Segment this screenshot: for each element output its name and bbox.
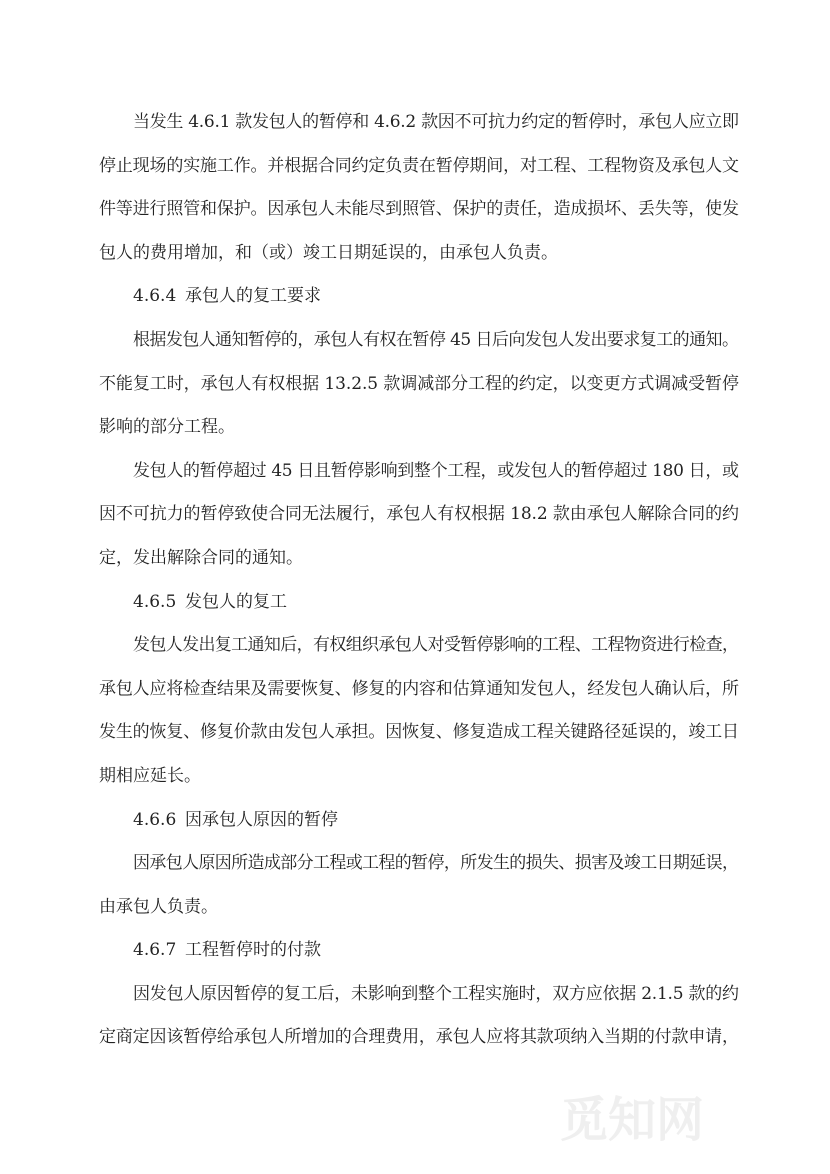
paragraph-line: 期相应延长。 [99,765,201,786]
paragraph-line: 定商定因该暂停给承包人所增加的合理费用，承包人应将其款项纳入当期的付款申请， [99,1027,739,1048]
section-number: 4.6.4 [133,286,177,307]
section-heading [99,275,739,319]
paragraph-line: 承包人应将检查结果及需要恢复、修复的内容和估算通知发包人，经发包人确认后，所 [99,678,739,699]
paragraph-line: 因承包人原因所造成部分工程或工程的暂停，所发生的损失、损害及竣工日期延误， [133,853,739,874]
section-title: 发包人的复工 [185,591,287,612]
section-number: 4.6.6 [133,809,177,830]
paragraph-line: 发包人的暂停超过 45 日且暂停影响到整个工程，或发包人的暂停超过 180 日，或 [133,460,739,481]
paragraph-line: 发生的恢复、修复价款由发包人承担。因恢复、修复造成工程关键路径延误的，竣工日 [99,722,739,743]
section-heading [99,929,739,973]
paragraph-line: 当发生 4.6.1 款发包人的暂停和 4.6.2 款因不可抗力约定的暂停时，承包人应立即 [133,112,739,132]
paragraph-line: 定，发出解除合同的通知。 [99,547,303,568]
section-number: 4.6.5 [133,591,177,612]
section-title: 工程暂停时的付款 [185,940,321,961]
paragraph-line: 包人的费用增加，和（或）竣工日期延误的，由承包人负责。 [99,242,558,263]
paragraph-line: 停止现场的实施工作。并根据合同约定负责在暂停期间，对工程、工程物资及承包人文 [99,155,739,176]
section-heading [99,581,739,625]
paragraph-line: 由承包人负责。 [99,896,218,917]
section-number: 4.6.7 [133,940,177,961]
section-heading [99,799,739,843]
paragraph-line: 根据发包人通知暂停的，承包人有权在暂停 45 日后向发包人发出要求复工的通知。 [133,329,739,350]
paragraph-line: 不能复工时，承包人有权根据 13.2.5 款调减部分工程的约定，以变更方式调减受暂停 [99,373,739,394]
section-title: 因承包人原因的暂停 [185,809,338,830]
document-body [99,101,739,1060]
paragraph-line: 因不可抗力的暂停致使合同无法履行，承包人有权根据 18.2 款由承包人解除合同的约 [99,504,739,525]
paragraph-line: 因发包人原因暂停的复工后，未影响到整个工程实施时，双方应依据 2.1.5 款的约 [133,983,739,1004]
section-title: 承包人的复工要求 [185,286,321,307]
paragraph-line: 影响的部分工程。 [99,417,235,438]
watermark: 觅知网 [560,1092,705,1148]
paragraph-line: 件等进行照管和保护。因承包人未能尽到照管、保护的责任，造成损坏、丢失等，使发 [99,199,739,220]
paragraph-line: 发包人发出复工通知后，有权组织承包人对受暂停影响的工程、工程物资进行检查， [133,635,739,656]
